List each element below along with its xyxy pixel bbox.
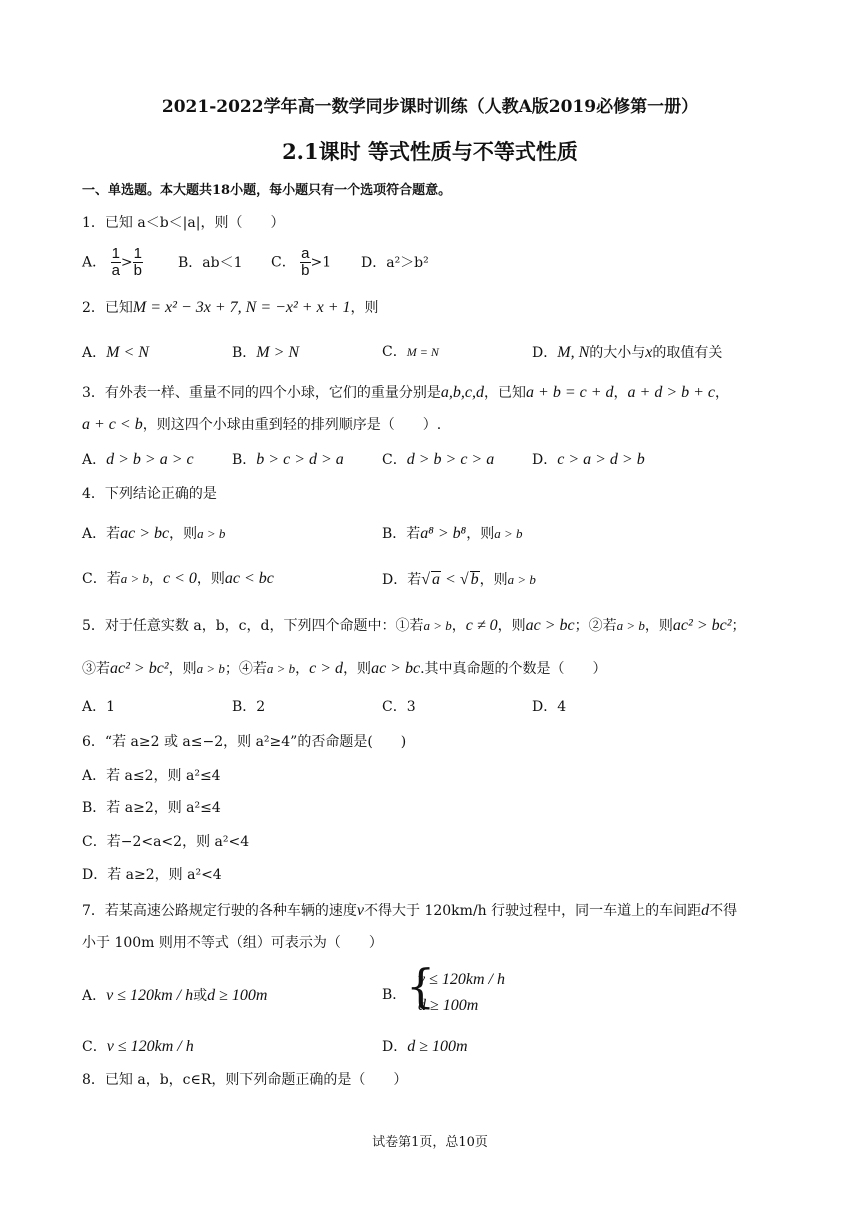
q5-l2-b: ，则 <box>168 661 197 677</box>
q2-a-label: A． <box>82 345 107 361</box>
q3-l2-t: ，则这四个小球由重到轻的排列顺序是（ ）. <box>142 417 442 433</box>
q2-d-label: D． <box>532 345 558 361</box>
q4-c-pre: C．若 <box>82 571 121 587</box>
q1-c-den: b <box>301 261 310 279</box>
q5-l1-b: ， <box>451 618 466 634</box>
page-footer: 试卷第1页，总10页 <box>372 1135 488 1150</box>
q5-l2-m3: a > b <box>266 661 296 676</box>
q4-b-m2: a > b <box>494 526 523 541</box>
q1-a-num1: 1 <box>111 245 120 262</box>
q2-option-c <box>382 345 439 359</box>
q3-option-b <box>232 452 344 468</box>
q4-d-lt: < <box>445 571 456 588</box>
q3-c-math: d > b > c > a <box>406 451 495 468</box>
q4-option-d <box>382 571 536 588</box>
q4-d-radicand-b: b <box>470 571 479 588</box>
q7-l1-d: d <box>701 902 710 919</box>
q3-l1-m2: a + b = c + d <box>526 384 614 401</box>
q4-d-m2: a > b <box>507 572 536 587</box>
q4-c-m3: ac < bc <box>224 570 274 587</box>
q7-l1-b: 不得大于 120km/h 行驶过程中，同一车道上的车间距 <box>364 903 702 919</box>
q7-l1-a: 7．若某高速公路规定行驶的各种车辆的速度 <box>82 903 357 919</box>
question-8-stem: 8．已知 a，b，c∈R，则下列命题正确的是（ ） <box>82 1072 408 1088</box>
q7-a-m1: v ≤ 120km / h <box>106 987 194 1004</box>
q1-option-a <box>82 246 143 279</box>
q5-l1-m4: a > b <box>616 618 645 633</box>
q3-a-math: d > b > a > c <box>106 451 194 468</box>
q4-option-b <box>382 526 523 542</box>
q2-b-math: M > N <box>256 344 300 361</box>
q3-l1-m1: a,b,c,d <box>440 384 485 401</box>
q4-d-math: √ a < √ b <box>421 571 479 588</box>
q5-l1-f: ； <box>731 618 746 634</box>
q3-option-a <box>82 452 194 468</box>
question-3-line-2 <box>82 417 441 433</box>
q1-c-rest: >1 <box>310 254 332 271</box>
q3-option-c <box>382 452 494 468</box>
q5-l1-e: ，则 <box>644 618 673 634</box>
question-5-line-2 <box>82 661 607 677</box>
q7-option-b-label: B． <box>382 987 407 1003</box>
q7-option-c <box>82 1039 194 1055</box>
q4-a-pre: A．若 <box>82 526 121 542</box>
q3-option-d <box>532 452 645 468</box>
q5-l1-a: 5．对于任意实数 a，b，c，d，下列四个命题中：①若 <box>82 618 424 634</box>
q3-b-math: b > c > d > a <box>256 451 344 468</box>
q3-l2-m: a + c < b <box>82 416 143 433</box>
q7-c-label: C． <box>82 1039 107 1055</box>
q1-c-label: C． <box>271 254 296 271</box>
q7-d-label: D． <box>382 1039 408 1055</box>
q5-option-c: C．3 <box>382 699 416 715</box>
q1-a-fraction-1 <box>111 246 121 279</box>
q7-b-line-1: v ≤ 120km / h <box>418 971 505 988</box>
q3-l1-d: ， <box>715 385 730 401</box>
left-brace-icon: { <box>406 959 436 1013</box>
q5-l1-m5: ac² > bc² <box>672 617 732 634</box>
q3-d-label: D． <box>532 452 558 468</box>
q3-b-label: B． <box>232 452 257 468</box>
q4-b-mid: ，则 <box>466 526 495 542</box>
q7-a-m2: d ≥ 100m <box>207 987 268 1004</box>
q1-a-den2: b <box>133 261 142 279</box>
q4-c-mid2: ，则 <box>196 571 225 587</box>
q5-l1-m3: ac > bc <box>525 617 575 634</box>
q5-l2-m1: ac² > bc² <box>110 660 169 677</box>
q3-a-label: A． <box>82 452 107 468</box>
q4-a-m1: ac > bc <box>120 525 170 542</box>
q5-l2-a: ③若 <box>82 661 110 677</box>
q2-label: 2．已知 <box>82 300 133 316</box>
q7-b-line-2: d ≥ 100m <box>418 997 479 1014</box>
q7-c-math: v ≤ 120km / h <box>106 1038 194 1055</box>
q6-option-d: D．若 a≥2，则 a²<4 <box>82 867 222 883</box>
q3-l1-b: ，已知 <box>484 385 527 401</box>
q4-option-c <box>82 571 274 587</box>
q5-option-a: A．1 <box>82 699 116 715</box>
q2-c-math: M = N <box>406 345 439 359</box>
q1-a-label: A． <box>82 254 107 271</box>
q6-option-c: C．若−2<a<2，则 a²<4 <box>82 834 250 850</box>
q4-option-a <box>82 526 225 542</box>
q7-option-a <box>82 988 267 1004</box>
q1-c-fraction <box>300 246 310 279</box>
q4-d-mid: ，则 <box>479 572 508 588</box>
q5-l1-m2: c ≠ 0 <box>465 617 498 634</box>
q6-option-a: A．若 a≤2，则 a²≤4 <box>82 768 221 784</box>
q1-option-c <box>271 246 331 279</box>
q7-l1-v: v <box>356 902 365 919</box>
question-2-stem <box>82 300 379 316</box>
q7-option-b-system <box>406 959 546 1023</box>
q4-b-pre: B．若 <box>382 526 421 542</box>
q5-l2-d: ， <box>295 661 310 677</box>
q5-l2-m2: a > b <box>196 661 225 676</box>
q3-d-math: c > a > d > b <box>557 451 645 468</box>
q2-d-x: x <box>645 344 653 361</box>
q1-option-b: B．ab＜1 <box>178 255 243 271</box>
q2-d-tail1: 的大小与 <box>589 345 646 361</box>
q3-l1-a: 3．有外表一样、重量不同的四个小球，它们的重量分别是 <box>82 385 441 401</box>
q4-c-m1: a > b <box>120 571 149 586</box>
q2-a-math: M < N <box>106 344 149 361</box>
q2-tail: ，则 <box>350 300 379 316</box>
q4-b-m1: a⁸ > b⁸ <box>420 525 467 542</box>
q1-c-num: a <box>301 245 310 262</box>
q5-l2-m5: ac > bc <box>371 660 421 677</box>
question-5-line-1 <box>82 618 746 634</box>
q5-l1-m1: a > b <box>423 618 452 633</box>
q5-l1-d: ；②若 <box>574 618 617 634</box>
q2-option-d <box>532 345 722 361</box>
q3-l1-m3: a + d > b + c <box>627 384 716 401</box>
q5-option-b: B．2 <box>232 699 266 715</box>
q1-a-gt: > <box>120 254 133 271</box>
q2-option-b <box>232 345 299 361</box>
q2-c-label: C． <box>382 344 407 360</box>
q4-c-mid1: ， <box>149 571 163 587</box>
q2-b-label: B． <box>232 345 257 361</box>
q6-option-b: B．若 a≥2，则 a²≤4 <box>82 800 221 816</box>
question-3-line-1 <box>82 385 729 401</box>
q1-option-d: D．a²＞b² <box>361 255 429 271</box>
q2-formula: M = x² − 3x + 7, N = −x² + x + 1 <box>132 299 351 316</box>
q5-l2-m4: c > d <box>309 660 344 677</box>
q2-option-a <box>82 345 149 361</box>
q1-a-num2: 1 <box>133 245 142 262</box>
q1-a-fraction-2 <box>133 246 143 279</box>
q7-d-math: d ≥ 100m <box>407 1038 468 1055</box>
q4-d-radicand-a: a <box>432 571 441 588</box>
q3-c-label: C． <box>382 452 407 468</box>
q5-l2-f: .其中真命题的个数是（ ） <box>420 661 607 677</box>
q3-l1-c: ， <box>613 385 628 401</box>
question-7-line-1 <box>82 903 737 919</box>
question-1-stem: 1．已知 a＜b＜|a|，则（ ） <box>82 215 285 231</box>
q4-a-m2: a > b <box>197 526 226 541</box>
q4-d-pre: D．若 <box>382 572 422 588</box>
q7-a-or: 或 <box>193 988 208 1004</box>
section-heading: 一、单选题。本大题共18小题，每小题只有一个选项符合题意。 <box>82 183 452 198</box>
q1-a-den1: a <box>111 261 120 279</box>
q4-c-m2: c < 0 <box>163 570 197 587</box>
question-4-stem: 4．下列结论正确的是 <box>82 486 217 502</box>
q2-d-tail2: 的取值有关 <box>652 345 723 361</box>
question-6-stem: 6．“若 a≥2 或 a≤−2，则 a²≥4”的否命题是( ) <box>82 734 407 750</box>
q7-a-label: A． <box>82 988 107 1004</box>
question-7-line-2: 小于 100m 则用不等式（组）可表示为（ ） <box>82 935 383 951</box>
q7-option-d <box>382 1039 468 1055</box>
q7-l1-c: 不得 <box>709 903 738 919</box>
document-title: 2021-2022学年高一数学同步课时训练（人教A版2019必修第一册） <box>161 97 699 117</box>
q5-l2-e: ，则 <box>343 661 372 677</box>
q4-a-mid: ，则 <box>169 526 198 542</box>
q5-option-d: D．4 <box>532 699 567 715</box>
document-subtitle: 2.1课时 等式性质与不等式性质 <box>282 139 578 164</box>
q5-l1-c: ，则 <box>497 618 526 634</box>
q5-l2-c: ；④若 <box>224 661 267 677</box>
q2-d-math: M, N <box>557 344 590 361</box>
